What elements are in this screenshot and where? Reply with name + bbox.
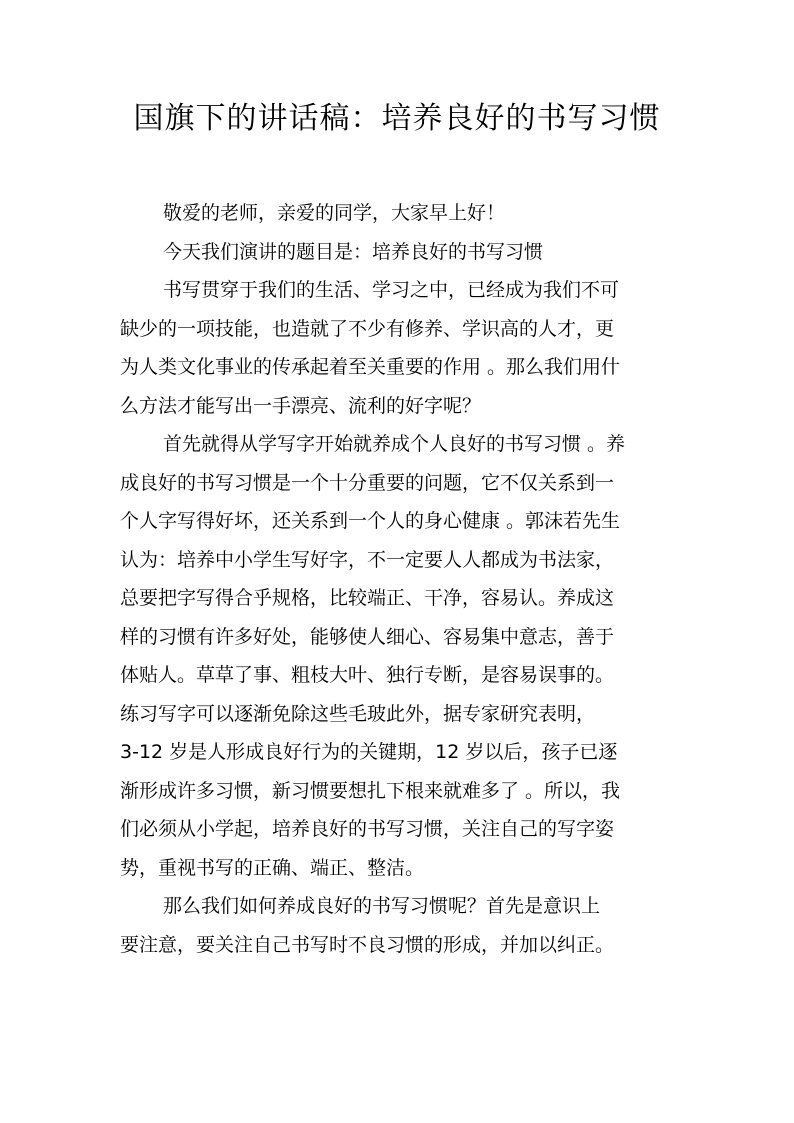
text-line: 样的习惯有许多好处，能够使人细心、容易集中意志，善于	[120, 625, 615, 648]
text-line: 渐形成许多习惯，新习惯要想扎下根来就难多了 。所以，我	[120, 779, 621, 802]
document-body	[120, 194, 700, 964]
paragraph-how-to-form-habits	[120, 887, 700, 964]
paragraph-good-habits	[120, 425, 700, 887]
text-line: 3-12 岁是人形成良好行为的关键期，12 岁以后，孩子已逐	[120, 741, 618, 763]
paragraph-greeting	[120, 194, 700, 233]
text-line: 书写贯穿于我们的生活、学习之中，已经成为我们不可	[163, 279, 620, 301]
paragraph-topic	[120, 233, 700, 272]
paragraph-writing-importance	[120, 271, 700, 425]
text-line: 那么我们如何养成良好的书写习惯呢？首先是意识上	[163, 895, 601, 917]
text-line: 成良好的书写习惯是一个十分重要的问题，它不仅关系到一	[120, 471, 615, 494]
document-title: 国旗下的讲话稿：培养良好的书写习惯	[133, 101, 661, 136]
text-line: 总要把字写得合乎规格，比较端正、干净，容易认。养成这	[120, 587, 615, 609]
text-line: 么方法才能写出一手漂亮、流利的好字呢？	[120, 394, 482, 417]
text-line: 练习写字可以逐渐免除这些毛玻此外，据专家研究表明，	[120, 702, 596, 725]
text-line: 要注意，要关注自己书写时不良习惯的形成，并加以纠正。	[120, 933, 615, 956]
text-line: 缺少的一项技能，也造就了不少有修养、学识高的人才，更	[120, 317, 615, 340]
text-line: 敬爱的老师，亲爱的同学，大家早上好！	[163, 202, 506, 224]
text-line: 个人字写得好坏，还关系到一个人的身心健康 。郭沫若先生	[120, 510, 621, 532]
text-line: 今天我们演讲的题目是：培养良好的书写习惯	[163, 240, 544, 263]
text-line: 为人类文化事业的传承起着至关重要的作用 。那么我们用什	[120, 356, 621, 378]
text-line: 认为：培养中小学生写好字，不一定要人人都成为书法家，	[120, 548, 615, 571]
text-line: 们必须从小学起，培养良好的书写习惯，关注自己的写字姿	[120, 818, 615, 840]
text-line: 势，重视书写的正确、端正、整洁。	[120, 856, 425, 879]
text-line: 首先就得从学写字开始就养成个人良好的书写习惯 。养	[163, 433, 626, 455]
text-line: 体贴人。草草了事、粗枝大叶、独行专断，是容易误事的。	[120, 664, 615, 686]
